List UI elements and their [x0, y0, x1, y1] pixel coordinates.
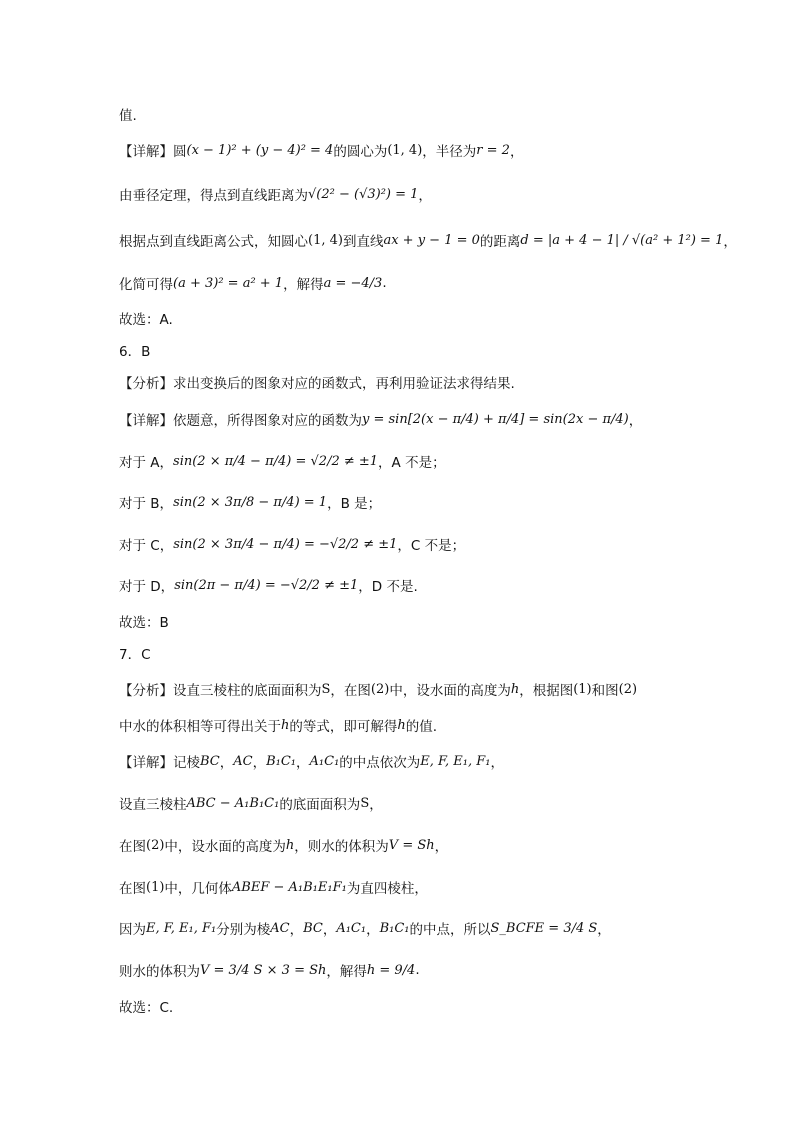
text-line	[119, 492, 381, 512]
text-segment: .	[415, 962, 420, 978]
math-expression: AC	[270, 920, 290, 936]
math-symbol: (1, 4)	[387, 142, 423, 158]
math-expression: (x − 1)² + (y − 4)² = 4	[186, 142, 334, 158]
text-line	[119, 104, 137, 124]
text-segment: ，	[597, 922, 611, 938]
math-symbol: (2)	[146, 837, 165, 853]
math-expression: BC	[303, 920, 323, 936]
text-segment: 值.	[119, 108, 137, 124]
text-line	[119, 575, 418, 595]
text-segment: ，	[252, 755, 267, 771]
math-expression: V = Sh	[388, 837, 435, 853]
math-expression: ABEF − A₁B₁E₁F₁	[231, 879, 347, 895]
text-segment: 中，设水面的高度为	[389, 683, 511, 699]
math-expression: E, F, E₁, F₁	[420, 753, 491, 769]
text-segment: 为直四棱柱，	[346, 881, 428, 897]
text-segment: ，	[369, 797, 383, 813]
text-line	[119, 273, 387, 293]
math-expression: B₁C₁	[266, 753, 297, 769]
text-segment: 的距离	[479, 234, 521, 250]
text-segment: 故选：A.	[119, 312, 173, 328]
text-segment: 中，几何体	[164, 881, 232, 897]
math-symbol: (1)	[573, 681, 592, 697]
math-expression: h	[397, 717, 406, 733]
math-expression: A₁C₁	[336, 920, 367, 936]
text-line	[119, 996, 173, 1016]
text-segment: 6．B	[119, 344, 151, 360]
text-segment: 因为	[119, 922, 146, 938]
text-segment: 的等式，即可解得	[289, 719, 398, 735]
text-segment: 根据点到直线距离公式，知圆心	[119, 234, 308, 250]
text-segment: 分别为棱	[216, 922, 271, 938]
math-expression: S_BCFE = 3/4 S	[490, 920, 598, 936]
math-expression: ax + y − 1 = 0	[383, 232, 480, 248]
text-segment: 的圆心为	[333, 144, 388, 160]
text-segment: ，	[628, 413, 643, 429]
math-expression: r = 2	[476, 142, 510, 158]
text-segment: 的中点依次为	[339, 755, 421, 771]
text-segment: ，	[490, 755, 505, 771]
math-expression: sin(2 × π/4 − π/4) = √2/2 ≠ ±1	[173, 453, 379, 469]
text-segment: .	[382, 275, 387, 291]
math-expression: V = 3/4 S × 3 = Sh	[200, 962, 327, 978]
math-symbol: (2)	[618, 681, 638, 697]
text-line	[119, 877, 428, 897]
text-segment: 对于 D，	[119, 579, 175, 595]
text-segment: ，B 是；	[327, 496, 382, 512]
math-expression: h	[285, 837, 295, 853]
text-segment: 中，设水面的高度为	[164, 839, 286, 855]
text-line	[119, 751, 504, 771]
text-segment: 【详解】圆	[119, 144, 187, 160]
text-segment: ，	[219, 755, 234, 771]
text-line	[119, 643, 151, 663]
math-expression: d = |a + 4 − 1| / √(a² + 1²) = 1	[520, 232, 724, 248]
text-segment: 在图	[119, 839, 146, 855]
math-symbol: S	[360, 795, 370, 811]
text-segment: 7．C	[119, 647, 151, 663]
text-segment: ，解得	[283, 277, 324, 293]
text-line	[119, 308, 173, 328]
math-expression: sin(2 × 3π/8 − π/4) = 1	[173, 494, 328, 510]
text-segment: ，	[289, 922, 304, 938]
text-segment: ，	[509, 144, 524, 160]
text-line	[119, 184, 432, 204]
math-expression: AC	[233, 753, 253, 769]
text-line	[119, 960, 420, 980]
text-segment: ，	[366, 922, 380, 938]
math-expression: BC	[200, 753, 220, 769]
text-line	[119, 534, 465, 554]
math-expression: E, F, E₁, F₁	[146, 920, 217, 936]
text-segment: 和图	[591, 683, 619, 699]
text-segment: 中水的体积相等可得出关于	[119, 719, 281, 735]
text-segment: 设直三棱柱	[119, 797, 187, 813]
text-line	[119, 451, 446, 471]
math-expression: h	[510, 681, 520, 697]
math-expression: y = sin[2(x − π/4) + π/4] = sin(2x − π/4)	[362, 411, 629, 427]
math-symbol: (1)	[146, 879, 165, 895]
math-expression: sin(2 × 3π/4 − π/4) = −√2/2 ≠ ±1	[173, 536, 398, 552]
math-symbol: (2)	[370, 681, 390, 697]
text-segment: ，在图	[330, 683, 371, 699]
text-line	[119, 140, 523, 160]
text-line	[119, 793, 383, 813]
text-segment: 【详解】记棱	[119, 755, 200, 771]
text-segment: 的中点，所以	[409, 922, 491, 938]
math-expression: √(2² − (√3)²) = 1	[308, 186, 419, 202]
math-expression: h = 9/4	[366, 962, 416, 978]
text-segment: ，C 不是；	[397, 538, 466, 554]
text-segment: ，	[296, 755, 310, 771]
text-line	[119, 918, 611, 938]
text-segment: 的值.	[405, 719, 438, 735]
text-line	[119, 679, 637, 699]
text-line	[119, 715, 437, 735]
text-line	[119, 372, 515, 392]
text-segment: ，D 不是.	[358, 579, 418, 595]
text-segment: 在图	[119, 881, 146, 897]
text-line	[119, 340, 150, 360]
math-expression: sin(2π − π/4) = −√2/2 ≠ ±1	[174, 577, 359, 593]
text-segment: 故选：C.	[119, 1000, 174, 1016]
math-expression: B₁C₁	[379, 920, 410, 936]
math-expression: A₁C₁	[309, 753, 340, 769]
math-expression: a = −4/3	[323, 275, 383, 291]
text-segment: 到直线	[342, 234, 384, 250]
text-segment: 【详解】依题意，所得图象对应的函数为	[119, 413, 362, 429]
text-segment: 故选：B	[119, 615, 169, 631]
math-symbol: S	[321, 681, 331, 697]
text-segment: ，则水的体积为	[294, 839, 389, 855]
text-segment: 对于 B，	[119, 496, 174, 512]
math-expression: h	[281, 717, 290, 733]
text-segment: 对于 A，	[119, 455, 174, 471]
text-line	[119, 409, 642, 429]
text-segment: 的底面面积为	[279, 797, 361, 813]
text-segment: ，	[723, 234, 737, 250]
text-segment: ，半径为	[422, 144, 477, 160]
text-segment: 对于 C，	[119, 538, 174, 554]
text-segment: ，A 不是；	[378, 455, 446, 471]
text-line	[119, 835, 448, 855]
text-line	[119, 230, 737, 250]
text-segment: 则水的体积为	[119, 964, 200, 980]
text-segment: ，根据图	[519, 683, 574, 699]
text-segment: ，	[434, 839, 449, 855]
math-expression: ABC − A₁B₁C₁	[186, 795, 280, 811]
text-segment: 化简可得	[119, 277, 173, 293]
text-segment: 【分析】设直三棱柱的底面面积为	[119, 683, 322, 699]
text-segment: ，	[418, 188, 432, 204]
text-segment: 由垂径定理，得点到直线距离为	[119, 188, 308, 204]
math-expression: (a + 3)² = a² + 1	[173, 275, 284, 291]
text-segment: 【分析】求出变换后的图象对应的函数式，再利用验证法求得结果.	[119, 376, 515, 392]
text-segment: ，	[322, 922, 337, 938]
math-symbol: (1, 4)	[308, 232, 343, 248]
text-segment: ，解得	[326, 964, 367, 980]
text-line	[119, 611, 169, 631]
